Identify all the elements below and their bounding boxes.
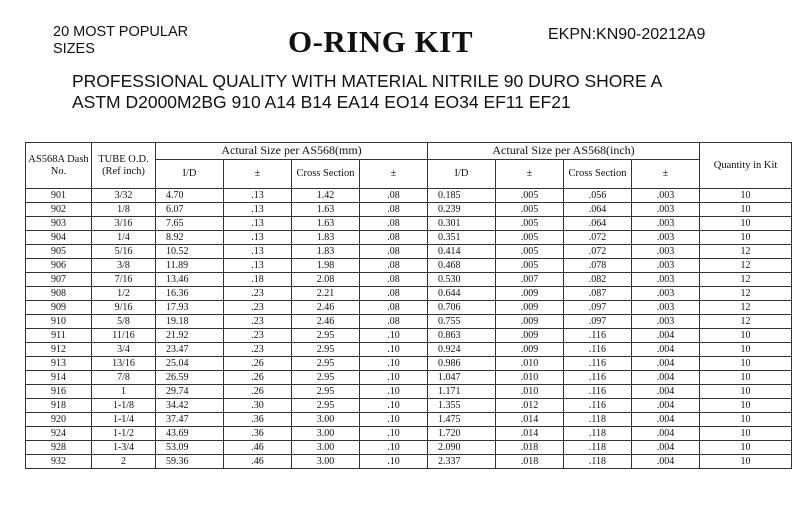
cell-inch-cs-tol: .003 (632, 273, 700, 287)
cell-mm-id: 53.09 (156, 441, 224, 455)
cell-mm-id-tol: .30 (224, 399, 292, 413)
cell-mm-id: 23.47 (156, 343, 224, 357)
cell-mm-cross-section: 1.98 (292, 259, 360, 273)
cell-tube-od: 1/8 (92, 203, 156, 217)
cell-dash-no: 932 (26, 455, 92, 469)
cell-tube-od: 9/16 (92, 301, 156, 315)
cell-mm-cross-section: 1.63 (292, 203, 360, 217)
table-row (26, 441, 792, 455)
cell-inch-cs-tol: .003 (632, 259, 700, 273)
header-tube-od: TUBE O.D. (Ref inch) (92, 143, 156, 189)
cell-quantity: 12 (700, 315, 792, 329)
cell-inch-id: 0.924 (428, 343, 496, 357)
cell-inch-id-tol: .005 (496, 189, 564, 203)
cell-inch-cross-section: .064 (564, 217, 632, 231)
cell-tube-od: 3/32 (92, 189, 156, 203)
cell-mm-id: 6.07 (156, 203, 224, 217)
cell-inch-cross-section: .087 (564, 287, 632, 301)
cell-inch-id-tol: .010 (496, 357, 564, 371)
cell-mm-id-tol: .26 (224, 385, 292, 399)
cell-inch-id: 1.355 (428, 399, 496, 413)
cell-tube-od: 3/4 (92, 343, 156, 357)
header-mm-group: Actural Size per AS568(mm) (156, 143, 428, 160)
cell-inch-cross-section: .118 (564, 427, 632, 441)
cell-mm-cross-section: 1.83 (292, 245, 360, 259)
cell-tube-od: 5/16 (92, 245, 156, 259)
table-row (26, 315, 792, 329)
cell-dash-no: 905 (26, 245, 92, 259)
cell-inch-cs-tol: .004 (632, 357, 700, 371)
header-inch-id-tolerance: ± (496, 160, 564, 189)
cell-dash-no: 928 (26, 441, 92, 455)
cell-inch-id: 1.171 (428, 385, 496, 399)
cell-mm-cs-tol: .08 (360, 315, 428, 329)
cell-mm-id: 43.69 (156, 427, 224, 441)
cell-mm-id: 8.92 (156, 231, 224, 245)
cell-mm-id-tol: .36 (224, 427, 292, 441)
cell-inch-cross-section: .097 (564, 315, 632, 329)
cell-inch-cs-tol: .003 (632, 231, 700, 245)
cell-inch-id: 1.475 (428, 413, 496, 427)
cell-tube-od: 13/16 (92, 357, 156, 371)
cell-dash-no: 916 (26, 385, 92, 399)
cell-inch-cs-tol: .003 (632, 245, 700, 259)
cell-mm-id-tol: .23 (224, 301, 292, 315)
cell-mm-cs-tol: .08 (360, 245, 428, 259)
cell-mm-cross-section: 3.00 (292, 427, 360, 441)
cell-mm-cross-section: 1.83 (292, 231, 360, 245)
cell-mm-cs-tol: .08 (360, 259, 428, 273)
cell-inch-cs-tol: .004 (632, 441, 700, 455)
cell-mm-id: 29.74 (156, 385, 224, 399)
cell-mm-cross-section: 2.95 (292, 343, 360, 357)
cell-inch-cs-tol: .004 (632, 455, 700, 469)
cell-mm-cs-tol: .08 (360, 203, 428, 217)
cell-mm-id: 26.59 (156, 371, 224, 385)
table-row (26, 371, 792, 385)
cell-inch-id-tol: .005 (496, 259, 564, 273)
page-title: O-RING KIT (288, 24, 473, 59)
cell-inch-id-tol: .005 (496, 231, 564, 245)
cell-mm-id-tol: .13 (224, 245, 292, 259)
cell-inch-cs-tol: .004 (632, 413, 700, 427)
cell-quantity: 12 (700, 273, 792, 287)
cell-mm-cross-section: 1.42 (292, 189, 360, 203)
cell-dash-no: 920 (26, 413, 92, 427)
cell-mm-cs-tol: .08 (360, 287, 428, 301)
cell-inch-id: 0.755 (428, 315, 496, 329)
cell-mm-id-tol: .13 (224, 203, 292, 217)
cell-inch-id-tol: .010 (496, 385, 564, 399)
header-mm-cs-tolerance: ± (360, 160, 428, 189)
cell-tube-od: 1 (92, 385, 156, 399)
cell-mm-id-tol: .13 (224, 231, 292, 245)
cell-mm-cross-section: 1.63 (292, 217, 360, 231)
cell-mm-id: 11.89 (156, 259, 224, 273)
table-row (26, 455, 792, 469)
cell-inch-id: 0.414 (428, 245, 496, 259)
cell-inch-cross-section: .116 (564, 399, 632, 413)
cell-quantity: 10 (700, 385, 792, 399)
material-description (72, 71, 792, 113)
cell-inch-cs-tol: .003 (632, 203, 700, 217)
cell-inch-id-tol: .014 (496, 413, 564, 427)
table-row (26, 329, 792, 343)
cell-mm-cs-tol: .10 (360, 371, 428, 385)
cell-inch-id: 0.706 (428, 301, 496, 315)
cell-inch-cross-section: .072 (564, 231, 632, 245)
cell-inch-id: 0.351 (428, 231, 496, 245)
cell-inch-cross-section: .116 (564, 357, 632, 371)
cell-quantity: 10 (700, 343, 792, 357)
table-body (26, 189, 792, 469)
cell-inch-cross-section: .097 (564, 301, 632, 315)
cell-tube-od: 7/16 (92, 273, 156, 287)
cell-inch-id: 1.047 (428, 371, 496, 385)
cell-inch-id-tol: .007 (496, 273, 564, 287)
cell-mm-id-tol: .26 (224, 357, 292, 371)
cell-inch-cross-section: .116 (564, 385, 632, 399)
cell-mm-id: 59.36 (156, 455, 224, 469)
cell-mm-cs-tol: .10 (360, 399, 428, 413)
cell-inch-id-tol: .009 (496, 343, 564, 357)
cell-inch-id: 0.239 (428, 203, 496, 217)
cell-mm-cross-section: 2.95 (292, 357, 360, 371)
cell-dash-no: 912 (26, 343, 92, 357)
cell-inch-id-tol: .010 (496, 371, 564, 385)
cell-mm-id: 17.93 (156, 301, 224, 315)
cell-mm-id: 37.47 (156, 413, 224, 427)
cell-inch-id-tol: .005 (496, 217, 564, 231)
header-mm-id: I/D (156, 160, 224, 189)
cell-tube-od: 1-3/4 (92, 441, 156, 455)
table-row (26, 231, 792, 245)
cell-inch-id-tol: .012 (496, 399, 564, 413)
cell-quantity: 10 (700, 189, 792, 203)
cell-mm-id-tol: .13 (224, 259, 292, 273)
cell-mm-cross-section: 3.00 (292, 441, 360, 455)
cell-dash-no: 911 (26, 329, 92, 343)
cell-dash-no: 918 (26, 399, 92, 413)
cell-mm-id: 13.46 (156, 273, 224, 287)
cell-quantity: 10 (700, 441, 792, 455)
table-row (26, 245, 792, 259)
cell-tube-od: 5/8 (92, 315, 156, 329)
cell-mm-cross-section: 2.21 (292, 287, 360, 301)
cell-quantity: 12 (700, 301, 792, 315)
description-line-2: ASTM D2000M2BG 910 A14 B14 EA14 EO14 EO34 EF11 EF21 (72, 92, 571, 112)
cell-dash-no: 924 (26, 427, 92, 441)
cell-mm-id: 16.36 (156, 287, 224, 301)
cell-inch-id: 2.337 (428, 455, 496, 469)
cell-inch-cs-tol: .003 (632, 189, 700, 203)
cell-mm-id: 10.52 (156, 245, 224, 259)
cell-quantity: 10 (700, 413, 792, 427)
cell-tube-od: 7/8 (92, 371, 156, 385)
cell-mm-id: 19.18 (156, 315, 224, 329)
cell-inch-cross-section: .116 (564, 329, 632, 343)
cell-tube-od: 11/16 (92, 329, 156, 343)
cell-mm-id-tol: .23 (224, 329, 292, 343)
table-row (26, 273, 792, 287)
cell-inch-cross-section: .056 (564, 189, 632, 203)
cell-inch-cs-tol: .004 (632, 329, 700, 343)
cell-tube-od: 1-1/8 (92, 399, 156, 413)
cell-mm-cross-section: 2.08 (292, 273, 360, 287)
cell-quantity: 10 (700, 329, 792, 343)
cell-tube-od: 1/4 (92, 231, 156, 245)
cell-inch-id: 1.720 (428, 427, 496, 441)
cell-mm-id-tol: .23 (224, 343, 292, 357)
cell-mm-id-tol: .46 (224, 441, 292, 455)
cell-mm-id-tol: .46 (224, 455, 292, 469)
cell-inch-id: 2.090 (428, 441, 496, 455)
cell-dash-no: 910 (26, 315, 92, 329)
cell-inch-cross-section: .116 (564, 343, 632, 357)
cell-inch-id-tol: .005 (496, 245, 564, 259)
header-mm-cross-section: Cross Section (292, 160, 360, 189)
cell-inch-id-tol: .018 (496, 441, 564, 455)
cell-mm-cs-tol: .10 (360, 385, 428, 399)
cell-quantity: 12 (700, 245, 792, 259)
cell-quantity: 10 (700, 231, 792, 245)
description-line-1: PROFESSIONAL QUALITY WITH MATERIAL NITRILE 90 DURO SHORE A (72, 71, 663, 91)
cell-mm-id-tol: .18 (224, 273, 292, 287)
header-quantity: Quantity in Kit (700, 143, 792, 189)
cell-inch-id-tol: .018 (496, 455, 564, 469)
cell-mm-id: 25.04 (156, 357, 224, 371)
cell-inch-id-tol: .009 (496, 315, 564, 329)
cell-mm-cs-tol: .08 (360, 231, 428, 245)
cell-mm-cross-section: 3.00 (292, 413, 360, 427)
cell-inch-id: 0.301 (428, 217, 496, 231)
cell-quantity: 12 (700, 287, 792, 301)
cell-inch-cross-section: .118 (564, 413, 632, 427)
cell-mm-cs-tol: .10 (360, 343, 428, 357)
cell-inch-cross-section: .072 (564, 245, 632, 259)
cell-quantity: 10 (700, 427, 792, 441)
cell-tube-od: 1/2 (92, 287, 156, 301)
cell-tube-od: 2 (92, 455, 156, 469)
table-row (26, 427, 792, 441)
cell-inch-cs-tol: .004 (632, 371, 700, 385)
cell-mm-id: 7.65 (156, 217, 224, 231)
header-mm-id-tolerance: ± (224, 160, 292, 189)
cell-dash-no: 901 (26, 189, 92, 203)
cell-mm-cross-section: 2.95 (292, 385, 360, 399)
cell-mm-id-tol: .26 (224, 371, 292, 385)
table-row (26, 301, 792, 315)
cell-inch-id-tol: .009 (496, 329, 564, 343)
table-row (26, 399, 792, 413)
cell-mm-id: 34.42 (156, 399, 224, 413)
cell-inch-cs-tol: .003 (632, 301, 700, 315)
kit-subtitle: 20 MOST POPULAR SIZES (53, 24, 189, 57)
cell-inch-id: 0.644 (428, 287, 496, 301)
cell-dash-no: 908 (26, 287, 92, 301)
table-row (26, 287, 792, 301)
cell-dash-no: 909 (26, 301, 92, 315)
cell-quantity: 10 (700, 357, 792, 371)
table-row (26, 259, 792, 273)
cell-inch-cross-section: .116 (564, 371, 632, 385)
cell-mm-cross-section: 2.46 (292, 315, 360, 329)
cell-tube-od: 3/16 (92, 217, 156, 231)
cell-inch-id: 0.863 (428, 329, 496, 343)
cell-inch-cs-tol: .004 (632, 427, 700, 441)
header-inch-id: I/D (428, 160, 496, 189)
cell-inch-cross-section: .118 (564, 455, 632, 469)
cell-mm-cross-section: 2.95 (292, 371, 360, 385)
cell-mm-cs-tol: .10 (360, 357, 428, 371)
cell-quantity: 10 (700, 203, 792, 217)
cell-inch-id-tol: .014 (496, 427, 564, 441)
table-row (26, 343, 792, 357)
cell-quantity: 10 (700, 455, 792, 469)
cell-inch-id-tol: .005 (496, 203, 564, 217)
cell-tube-od: 3/8 (92, 259, 156, 273)
cell-dash-no: 914 (26, 371, 92, 385)
cell-inch-cross-section: .082 (564, 273, 632, 287)
cell-inch-cs-tol: .004 (632, 385, 700, 399)
header-inch-cs-tolerance: ± (632, 160, 700, 189)
cell-dash-no: 907 (26, 273, 92, 287)
cell-inch-cross-section: .064 (564, 203, 632, 217)
cell-inch-cs-tol: .003 (632, 315, 700, 329)
cell-mm-id-tol: .23 (224, 315, 292, 329)
cell-quantity: 10 (700, 217, 792, 231)
cell-mm-id-tol: .23 (224, 287, 292, 301)
cell-mm-cs-tol: .10 (360, 441, 428, 455)
cell-dash-no: 903 (26, 217, 92, 231)
cell-mm-id-tol: .13 (224, 217, 292, 231)
cell-mm-id-tol: .36 (224, 413, 292, 427)
cell-mm-cs-tol: .08 (360, 301, 428, 315)
part-number: EKPN:KN90-20212A9 (548, 26, 706, 43)
table-row (26, 217, 792, 231)
cell-dash-no: 904 (26, 231, 92, 245)
cell-dash-no: 906 (26, 259, 92, 273)
cell-mm-id: 4.70 (156, 189, 224, 203)
cell-mm-cross-section: 2.46 (292, 301, 360, 315)
cell-inch-id: 0.185 (428, 189, 496, 203)
table-row (26, 189, 792, 203)
cell-quantity: 10 (700, 371, 792, 385)
cell-mm-cross-section: 3.00 (292, 455, 360, 469)
cell-inch-cross-section: .118 (564, 441, 632, 455)
cell-mm-cs-tol: .10 (360, 329, 428, 343)
table-row (26, 357, 792, 371)
table-row (26, 203, 792, 217)
cell-tube-od: 1-1/2 (92, 427, 156, 441)
cell-quantity: 12 (700, 259, 792, 273)
cell-inch-id: 0.986 (428, 357, 496, 371)
cell-inch-cs-tol: .004 (632, 399, 700, 413)
cell-inch-cs-tol: .004 (632, 343, 700, 357)
cell-mm-cs-tol: .10 (360, 455, 428, 469)
cell-inch-cs-tol: .003 (632, 287, 700, 301)
cell-mm-id-tol: .13 (224, 189, 292, 203)
cell-inch-id-tol: .009 (496, 287, 564, 301)
header-inch-group: Actural Size per AS568(inch) (428, 143, 700, 160)
cell-mm-cs-tol: .10 (360, 427, 428, 441)
oring-size-table (25, 142, 792, 469)
cell-dash-no: 902 (26, 203, 92, 217)
cell-inch-id: 0.468 (428, 259, 496, 273)
cell-inch-id-tol: .009 (496, 301, 564, 315)
cell-mm-cross-section: 2.95 (292, 329, 360, 343)
cell-inch-cross-section: .078 (564, 259, 632, 273)
cell-inch-id: 0.530 (428, 273, 496, 287)
cell-mm-id: 21.92 (156, 329, 224, 343)
cell-dash-no: 913 (26, 357, 92, 371)
cell-inch-cs-tol: .003 (632, 217, 700, 231)
cell-mm-cross-section: 2.95 (292, 399, 360, 413)
header-dash-number: AS568A Dash No. (26, 143, 92, 189)
cell-mm-cs-tol: .10 (360, 413, 428, 427)
table-row (26, 385, 792, 399)
cell-mm-cs-tol: .08 (360, 273, 428, 287)
table-row (26, 413, 792, 427)
cell-mm-cs-tol: .08 (360, 217, 428, 231)
cell-tube-od: 1-1/4 (92, 413, 156, 427)
cell-mm-cs-tol: .08 (360, 189, 428, 203)
header-inch-cross-section: Cross Section (564, 160, 632, 189)
cell-quantity: 10 (700, 399, 792, 413)
